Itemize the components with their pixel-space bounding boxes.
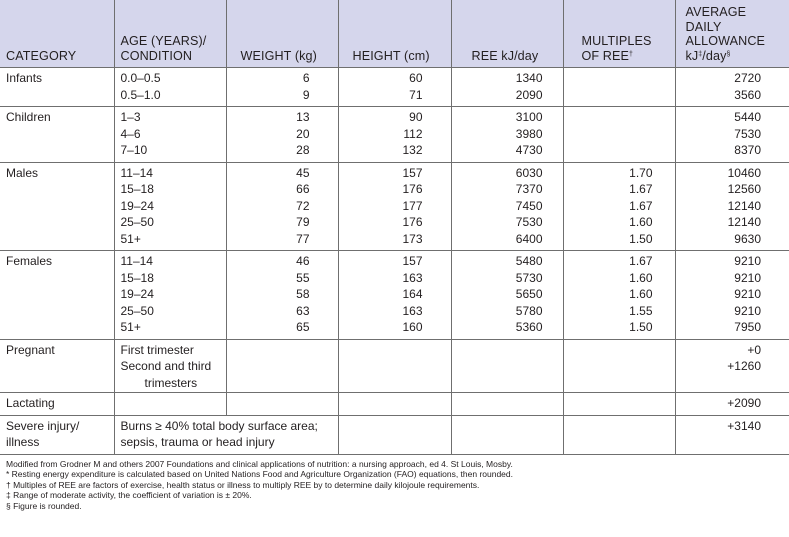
- cell-value: 46: [296, 254, 310, 268]
- cell-value: 9: [302, 87, 310, 102]
- allowance-cell: +0 +1260: [675, 339, 789, 393]
- cell-value: 6030: [515, 165, 543, 180]
- cell-value: 25–50: [120, 303, 154, 318]
- multiples-cell: [563, 68, 675, 107]
- cell-value: 65: [296, 320, 310, 334]
- ree-cell: [451, 251, 563, 340]
- category-cell: Males: [0, 162, 114, 251]
- height-cell: [338, 107, 451, 163]
- cell-value: 7530: [734, 126, 761, 141]
- category-cell: Pregnant: [0, 339, 114, 393]
- cell-value: 55: [296, 270, 310, 285]
- cell-value: 6400: [515, 231, 543, 246]
- age-cell: [114, 251, 226, 340]
- ree-cell: [451, 107, 563, 163]
- cell-value: 4–6: [120, 126, 141, 141]
- cell-value: 157: [402, 254, 423, 268]
- cell-value: 0.0–0.5: [120, 71, 161, 85]
- allowance-cell: [675, 251, 789, 340]
- cell-value: 164: [402, 287, 423, 301]
- header-category: CATEGORY: [0, 0, 114, 68]
- cell-value: 2090: [515, 87, 543, 102]
- cell-value: 163: [402, 270, 423, 285]
- cell-value: 7–10: [120, 143, 148, 157]
- cell-value: 66: [296, 182, 310, 196]
- cell-value: 9630: [734, 231, 761, 246]
- table-row-infants: [0, 68, 789, 107]
- condition-cell: Burns ≥ 40% total body surface area; sepsis, trauma or head injury: [114, 415, 338, 454]
- cell-value: 7450: [515, 198, 543, 213]
- cell-value: 7950: [734, 320, 761, 334]
- multiples-cell: [563, 162, 675, 251]
- category-cell: Infants: [0, 68, 114, 107]
- cell-value: 177: [402, 198, 423, 213]
- cell-value: 19–24: [120, 287, 154, 301]
- cell-value: 1.60: [629, 270, 653, 285]
- cell-value: 9210: [734, 270, 761, 285]
- cell-value: 1340: [515, 71, 543, 85]
- table-row-males: [0, 162, 789, 251]
- cell-value: 9210: [734, 303, 761, 318]
- footnotes: [0, 455, 789, 512]
- ree-cell: [451, 68, 563, 107]
- cell-value: 5360: [515, 320, 543, 334]
- cell-value: 5730: [515, 270, 543, 285]
- cell-value: 71: [409, 87, 423, 102]
- cell-value: 5650: [515, 287, 543, 301]
- allowance-cell: [675, 107, 789, 163]
- table-row-lactating: [0, 393, 789, 416]
- cell-value: 1.55: [629, 303, 653, 318]
- cell-value: 5480: [515, 254, 543, 268]
- header-allowance: AVERAGE DAILY ALLOWANCE kJ‡/day§: [675, 0, 789, 68]
- cell-value: 11–14: [120, 165, 153, 180]
- height-cell: [338, 162, 451, 251]
- weight-cell: [226, 162, 338, 251]
- height-cell: [338, 251, 451, 340]
- cell-value: 157: [402, 165, 423, 180]
- footnote-range: ‡ Range of moderate activity, the coefficient of variation is ± 20%.: [6, 490, 252, 500]
- age-cell: [114, 107, 226, 163]
- cell-value: 15–18: [120, 270, 154, 285]
- cell-value: 72: [296, 198, 310, 213]
- cell-value: 9210: [734, 287, 761, 301]
- ree-cell: [451, 162, 563, 251]
- cell-value: 77: [296, 231, 310, 246]
- cell-value: 3980: [515, 126, 543, 141]
- cell-value: 7530: [515, 215, 543, 229]
- cell-value: 132: [402, 143, 423, 157]
- category-cell: Females: [0, 251, 114, 340]
- table-row-severe-injury: [0, 415, 789, 454]
- cell-value: 19–24: [120, 198, 154, 213]
- cell-value: 10460: [727, 165, 761, 180]
- cell-value: 0.5–1.0: [120, 87, 161, 102]
- header-multiples: MULTIPLES OF REE†: [563, 0, 675, 68]
- cell-value: 1.60: [629, 215, 653, 229]
- cell-value: 79: [296, 215, 310, 229]
- cell-value: 7370: [515, 182, 543, 196]
- condition-cell: First trimester Second and third trimesters: [114, 339, 226, 393]
- cell-value: 1.67: [629, 182, 653, 196]
- cell-value: 28: [296, 143, 310, 157]
- cell-value: 1.60: [629, 287, 653, 301]
- cell-value: 25–50: [120, 215, 154, 229]
- cell-value: 58: [296, 287, 310, 301]
- footnote-source: Modified from Grodner M and others 2007 Foundations and clinical applications of nutrition: a nursing approach, ed 4. St Louis, Mosby.: [6, 458, 513, 469]
- cell-value: 13: [296, 110, 310, 124]
- header-height: HEIGHT (cm): [338, 0, 451, 68]
- cell-value: 2720: [734, 71, 761, 85]
- table-row-children: [0, 107, 789, 163]
- weight-cell: [226, 107, 338, 163]
- header-row: [0, 0, 789, 68]
- cell-value: 4730: [515, 143, 543, 157]
- allowance-cell: [675, 68, 789, 107]
- cell-value: 173: [402, 231, 423, 246]
- cell-value: 51+: [120, 231, 141, 246]
- cell-value: 112: [403, 126, 423, 141]
- cell-value: 176: [402, 182, 423, 196]
- header-weight: WEIGHT (kg): [226, 0, 338, 68]
- footnote-multiples: † Multiples of REE are factors of exercise, health status or illness to multiply REE by to determine daily kilojoule requirements.: [6, 479, 480, 490]
- cell-value: 8370: [734, 143, 761, 157]
- multiples-cell: [563, 107, 675, 163]
- cell-value: 90: [409, 110, 423, 124]
- weight-cell: [226, 68, 338, 107]
- cell-value: 12560: [727, 182, 761, 196]
- allowance-cell: +2090: [675, 393, 789, 416]
- cell-value: 51+: [120, 320, 141, 334]
- cell-value: 60: [409, 71, 423, 85]
- cell-value: 45: [296, 165, 310, 180]
- cell-value: 1.67: [629, 198, 653, 213]
- cell-value: 3100: [515, 110, 543, 124]
- cell-value: 1.50: [629, 320, 653, 334]
- category-cell: Children: [0, 107, 114, 163]
- cell-value: 1.50: [629, 231, 653, 246]
- header-age-condition: AGE (YEARS)/ CONDITION: [114, 0, 226, 68]
- age-cell: [114, 162, 226, 251]
- footnote-ree: * Resting energy expenditure is calculated based on United Nations Food and Agriculture Organization (FAO) equations, then rounded.: [6, 469, 514, 479]
- table-row-females: [0, 251, 789, 340]
- cell-value: 163: [402, 303, 423, 318]
- cell-value: 6: [302, 71, 310, 85]
- cell-value: 3560: [734, 87, 761, 102]
- age-cell: [114, 68, 226, 107]
- cell-value: 63: [296, 303, 310, 318]
- cell-value: 12140: [727, 215, 761, 229]
- category-cell: Lactating: [0, 393, 114, 416]
- weight-cell: [226, 251, 338, 340]
- cell-value: 1.70: [629, 165, 653, 180]
- footnote-rounded: § Figure is rounded.: [6, 500, 82, 511]
- header-ree: REE kJ/day: [451, 0, 563, 68]
- cell-value: 12140: [727, 198, 761, 213]
- cell-value: 11–14: [120, 254, 153, 268]
- cell-value: 1.67: [629, 254, 653, 268]
- table-row-pregnant: [0, 339, 789, 393]
- cell-value: 5440: [734, 110, 761, 124]
- cell-value: 9210: [734, 254, 761, 268]
- cell-value: 160: [402, 320, 423, 334]
- cell-value: 20: [296, 126, 310, 141]
- height-cell: [338, 68, 451, 107]
- cell-value: 176: [402, 215, 423, 229]
- category-cell: Severe injury/ illness: [0, 415, 114, 454]
- allowance-cell: [675, 162, 789, 251]
- cell-value: 15–18: [120, 182, 154, 196]
- allowance-cell: +3140: [675, 415, 789, 454]
- multiples-cell: [563, 251, 675, 340]
- cell-value: 5780: [515, 303, 543, 318]
- cell-value: 1–3: [120, 110, 141, 124]
